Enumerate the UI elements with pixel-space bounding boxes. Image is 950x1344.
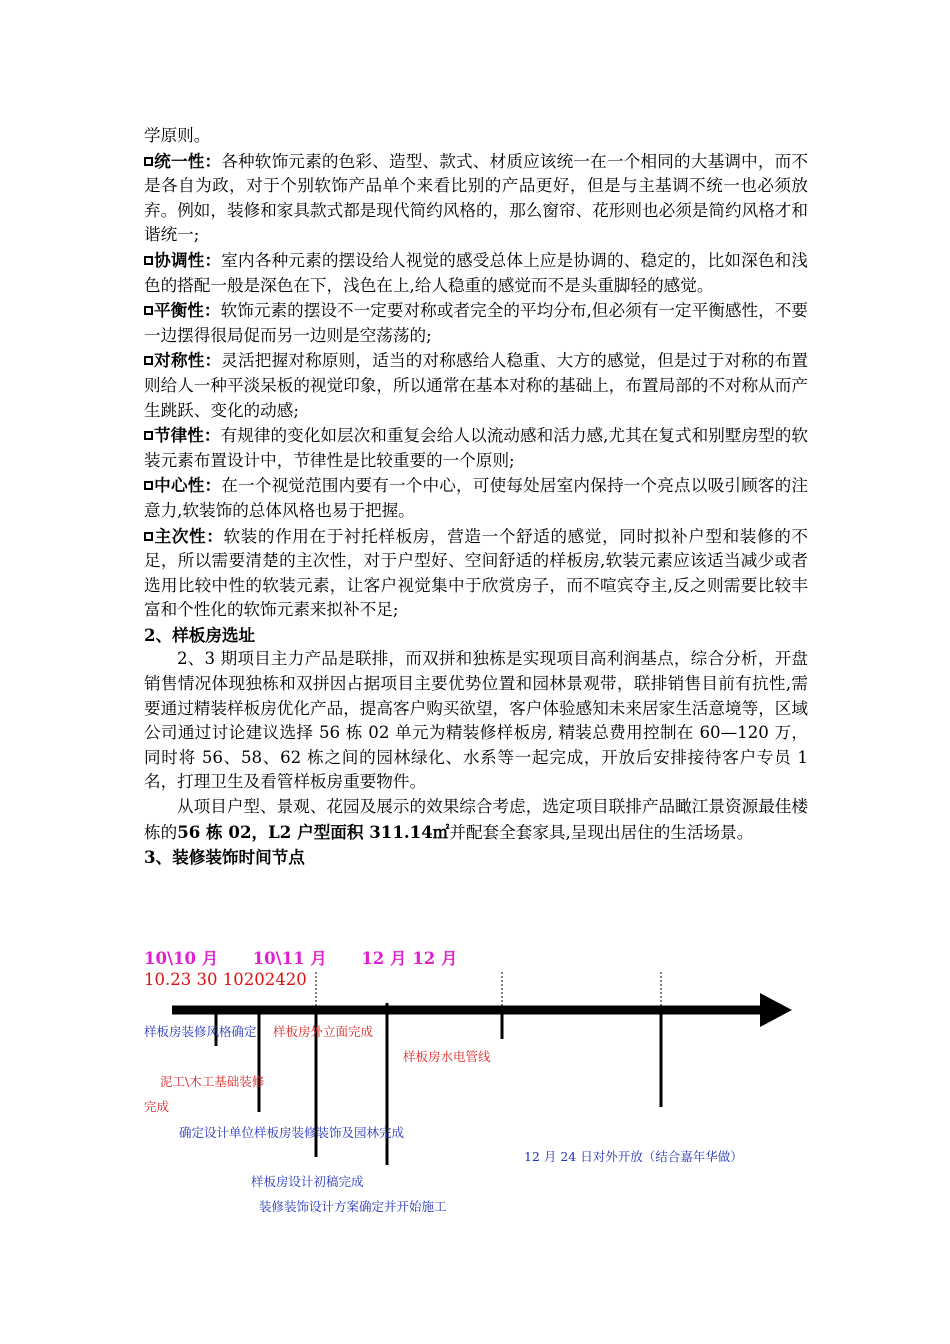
timeline-months: 10\10 月 10\11 月 12 月 12 月 [144, 949, 458, 968]
principle-text: 在一个视觉范围内要有一个中心，可使每处居室内保持一个亮点以吸引顾客的注意力,软装饰的总体风格也易于把握。 [144, 476, 809, 520]
label-style-confirmed: 样板房装修风格确定 [144, 1024, 257, 1039]
principle-term: 主次性： [154, 525, 224, 546]
section2-heading: 2、样板房选址 [144, 624, 256, 645]
label-design-unit-garden: 确定设计单位样板房装修装饰及园林完成 [179, 1125, 405, 1140]
para2-text-a: 从项目户型、景观、花园及展示的效果综合考虑，选定项目联排产品瞰江景资源最佳楼栋的 [144, 797, 808, 842]
principle-text: 软饰元素的摆设不一定要对称或者完全的平均分布,但必须有一定平衡感性，不要一边摆得很局促而另一边则是空荡荡的; [144, 301, 808, 345]
label-design-draft: 样板房设计初稿完成 [251, 1174, 364, 1189]
principle-term: 协调性： [154, 249, 222, 270]
label-plumbing-electrical: 样板房水电管线 [403, 1049, 491, 1064]
principle-term: 节律性： [154, 425, 221, 446]
principle-term: 中心性： [154, 475, 222, 496]
label-public-opening: 12 月 24 日对外开放（结合嘉年华做） [524, 1149, 743, 1164]
section3-heading: 3、装修装饰时间节点 [144, 847, 305, 868]
para2-bold-spec: 56 栋 02，L2 户型面积 311.14㎡ [177, 821, 450, 842]
label-facade-complete: 样板房外立面完成 [273, 1024, 374, 1039]
principle-text: 各种软饰元素的色彩、造型、款式、材质应该统一在一个相同的大基调中，而不是各自为政，对于个别软饰产品单个来看比别的产品更好，但是与主基调不统一也必须放弃。例如，装修和家具款式都是现代简约风格的，那么窗帘、花形则也必须是简约风格才和谐统一; [144, 151, 809, 245]
intro-fragment: 学原则。 [144, 126, 211, 145]
label-design-confirmed-construction: 装修装饰设计方案确定并开始施工 [259, 1199, 447, 1214]
section2-paragraph-1: 2、3 期项目主力产品是联排，而双拼和独栋是实现项目高利润基点，综合分析，开盘销售情况体现独栋和双拼因占据项目主要优势位置和园林景观带，联排销售目前有抗性,需要通过精装样板房优化产品，提高客户购买欲望，客户体验感知未来居家生活意境等，区域公司通过讨论建议选择 56 栋 02 单元为精装修样板房, 精装总费用控制在 60—120 万，同时将 56、58、62 栋之间的园林绿化、水系等一起完成，开放后安排接待客户专员 1 名，打理卫生及看管样板房重要物件。 [144, 649, 808, 792]
principle-term: 统一性： [154, 150, 222, 171]
label-masonry-carpentry: 泥工\木工基础装修 [160, 1074, 265, 1089]
principle-text: 室内各种元素的摆设给人视觉的感受总体上应是协调的、稳定的，比如深色和浅色的搭配一般是深色在下，浅色在上,给人稳重的感觉而不是头重脚轻的感觉。 [144, 250, 809, 295]
principle-text: 有规律的变化如层次和重复会给人以流动感和活力感,尤其在复式和别墅房型的软装元素布置设计中，节律性是比较重要的一个原则; [144, 426, 808, 470]
principle-text: 软装的作用在于衬托样板房，营造一个舒适的感觉，同时拟补户型和装修的不足，所以需要清楚的主次性，对于户型好、空间舒适的样板房,软装元素应该适当减少或者选用比较中性的软装元素，让客户视觉集中于欣赏房子，而不喧宾夺主,反之则需要比较丰富和个性化的软饰元素来拟补不足; [144, 526, 809, 620]
principle-term: 平衡性： [154, 300, 221, 321]
para2-text-b: 并配套全套家具,呈现出居住的生活场景。 [449, 822, 754, 842]
principle-text: 灵活把握对称原则，适当的对称感给人稳重、大方的感觉，但是过于对称的布置则给人一种平淡呆板的视觉印象，所以通常在基本对称的基础上，布置局部的不对称从而产生跳跃、变化的动感; [144, 351, 809, 420]
label-masonry-carpentry-complete: 完成 [144, 1099, 170, 1114]
timeline-dates: 10.23 30 10202420 [144, 970, 307, 989]
principle-term: 对称性： [154, 350, 222, 371]
timeline-arrowhead [760, 993, 792, 1027]
